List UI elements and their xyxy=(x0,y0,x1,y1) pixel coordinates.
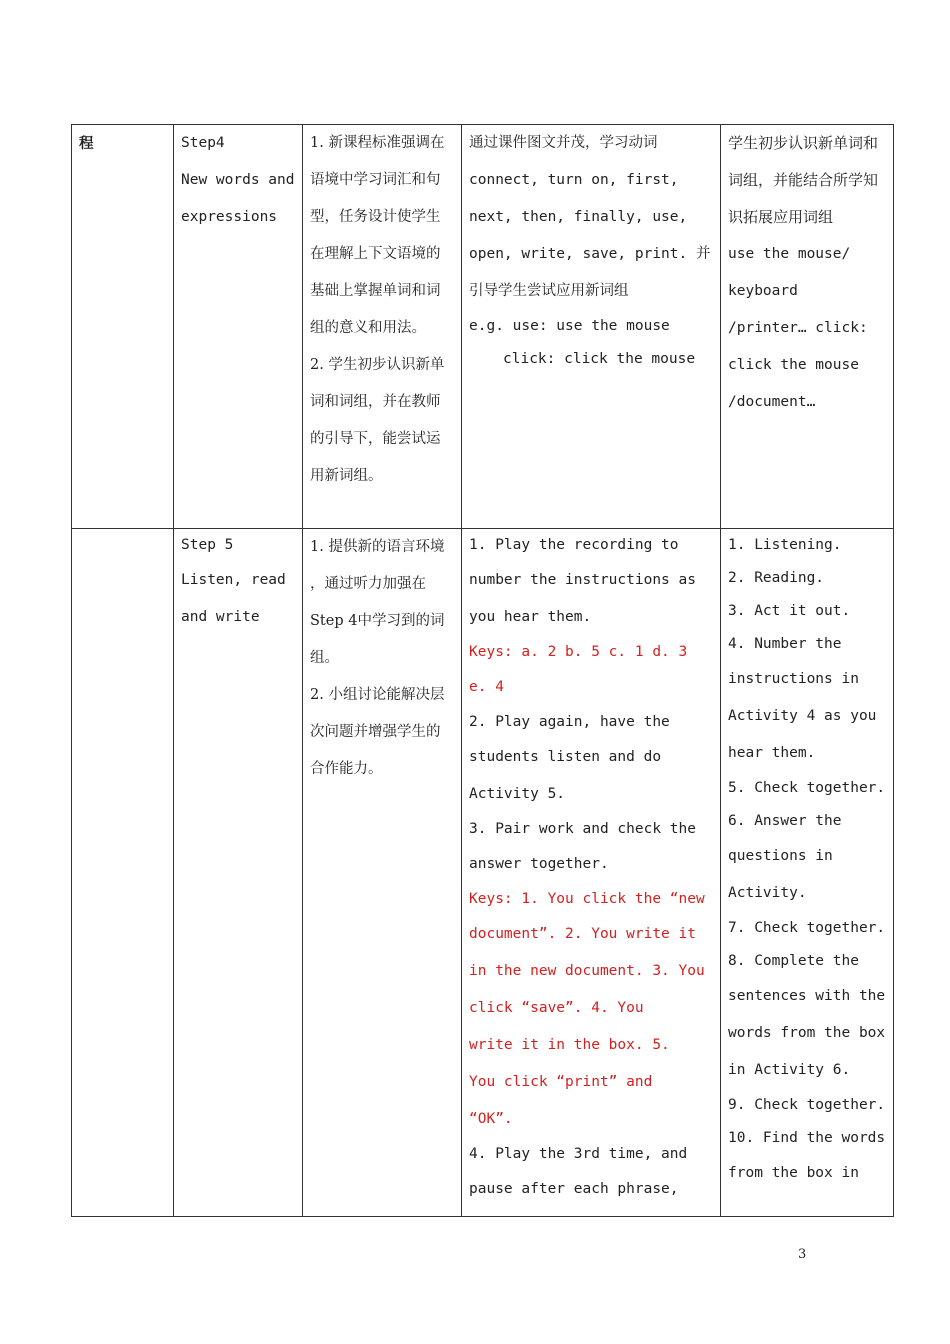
table-row xyxy=(72,125,894,529)
student-line: words from the box xyxy=(728,1025,886,1041)
student-line: in Activity 6. xyxy=(728,1062,851,1078)
teacher-activity-cell xyxy=(462,125,721,529)
stage-cell xyxy=(72,125,174,529)
teacher-line: answer together. xyxy=(469,856,609,872)
teacher-line: number the instructions as xyxy=(469,572,696,588)
step-cell xyxy=(174,529,303,1217)
teacher-line: 通过课件图文并茂，学习动词 xyxy=(469,135,658,151)
student-line: 3. Act it out. xyxy=(728,603,851,619)
student-line: 9. Check together. xyxy=(728,1097,886,1113)
step-line: expressions xyxy=(181,209,278,225)
step-line: Listen, read xyxy=(181,572,286,588)
answer-key-line: in the new document. 3. You xyxy=(469,963,705,979)
teacher-line: you hear them. xyxy=(469,609,592,625)
teacher-line: 3. Pair work and check the xyxy=(469,821,696,837)
step-line: and write xyxy=(181,609,260,625)
stage-label: 程 xyxy=(79,135,94,152)
stage-cell xyxy=(72,529,174,1217)
student-line: 1. Listening. xyxy=(728,537,842,553)
student-line: 8. Complete the xyxy=(728,953,859,969)
answer-key-line: document”. 2. You write it xyxy=(469,926,696,942)
student-line: instructions in xyxy=(728,671,859,687)
student-line: use the mouse/ xyxy=(728,246,851,262)
teacher-activity-cell xyxy=(462,529,721,1217)
table-row xyxy=(72,529,894,1217)
teacher-line: 引导学生尝试应用新词组 xyxy=(469,283,629,299)
teacher-line: students listen and do xyxy=(469,749,662,765)
student-line: keyboard xyxy=(728,283,798,299)
student-activity-cell xyxy=(721,529,894,1217)
answer-key-line: Keys: a. 2 b. 5 c. 1 d. 3 xyxy=(469,644,688,660)
purpose-paragraph: 1. 提供新的语言环境 ，通过听力加强在Step 4中学习到的词组。 xyxy=(310,539,445,666)
student-line: Activity. xyxy=(728,885,807,901)
teacher-line: open, write, save, print. 并 xyxy=(469,246,711,262)
teacher-line: 4. Play the 3rd time, and xyxy=(469,1146,688,1162)
answer-key-line: click “save”. 4. You xyxy=(469,1000,644,1016)
lesson-plan-table xyxy=(71,124,894,1217)
answer-key-line: Keys: 1. You click the “new xyxy=(469,891,705,907)
purpose-paragraph: 1. 新课程标准强调在语境中学习词汇和句型，任务设计使学生在理解上下文语境的基础上掌握单词和词组的意义和用法。 xyxy=(310,135,445,336)
student-line: hear them. xyxy=(728,745,816,761)
student-line: 2. Reading. xyxy=(728,570,825,586)
student-line: /document… xyxy=(728,394,816,410)
answer-key-line: You click “print” and xyxy=(469,1074,653,1090)
step-line: Step 5 xyxy=(181,537,234,553)
purpose-cell xyxy=(303,125,462,529)
step-line: New words and xyxy=(181,172,295,188)
student-line: click the mouse xyxy=(728,357,859,373)
answer-key-line: e. 4 xyxy=(469,679,504,695)
step-cell xyxy=(174,125,303,529)
step-line: Step4 xyxy=(181,135,225,151)
teacher-line: pause after each phrase, xyxy=(469,1181,679,1197)
teacher-line: click: click the mouse xyxy=(503,351,696,367)
teacher-line: next, then, finally, use, xyxy=(469,209,688,225)
student-line: sentences with the xyxy=(728,988,886,1004)
student-line: 5. Check together. xyxy=(728,780,886,796)
teacher-line: e.g. use: use the mouse xyxy=(469,318,670,334)
purpose-paragraph: 2. 小组讨论能解决层次问题并增强学生的合作能力。 xyxy=(310,687,445,777)
page-number: 3 xyxy=(798,1247,807,1262)
student-line: /printer… click: xyxy=(728,320,868,336)
teacher-line: 1. Play the recording to xyxy=(469,537,679,553)
teacher-line: 2. Play again, have the xyxy=(469,714,670,730)
answer-key-line: “OK”. xyxy=(469,1111,513,1127)
student-line: from the box in xyxy=(728,1165,859,1181)
student-line: 6. Answer the xyxy=(728,813,842,829)
purpose-paragraph: 2. 学生初步认识新单词和词组，并在教师的引导下，能尝试运用新词组。 xyxy=(310,357,445,484)
student-line: Activity 4 as you xyxy=(728,708,877,724)
student-activity-cell xyxy=(721,125,894,529)
student-line: 4. Number the xyxy=(728,636,842,652)
teacher-line: connect, turn on, first, xyxy=(469,172,679,188)
purpose-cell xyxy=(303,529,462,1217)
student-line: 7. Check together. xyxy=(728,920,886,936)
student-line: 10. Find the words xyxy=(728,1130,886,1146)
student-line: questions in xyxy=(728,848,833,864)
teacher-line: Activity 5. xyxy=(469,786,566,802)
student-line: 学生初步认识新单词和词组，并能结合所学知识拓展应用词组 xyxy=(728,134,879,226)
answer-key-line: write it in the box. 5. xyxy=(469,1037,670,1053)
